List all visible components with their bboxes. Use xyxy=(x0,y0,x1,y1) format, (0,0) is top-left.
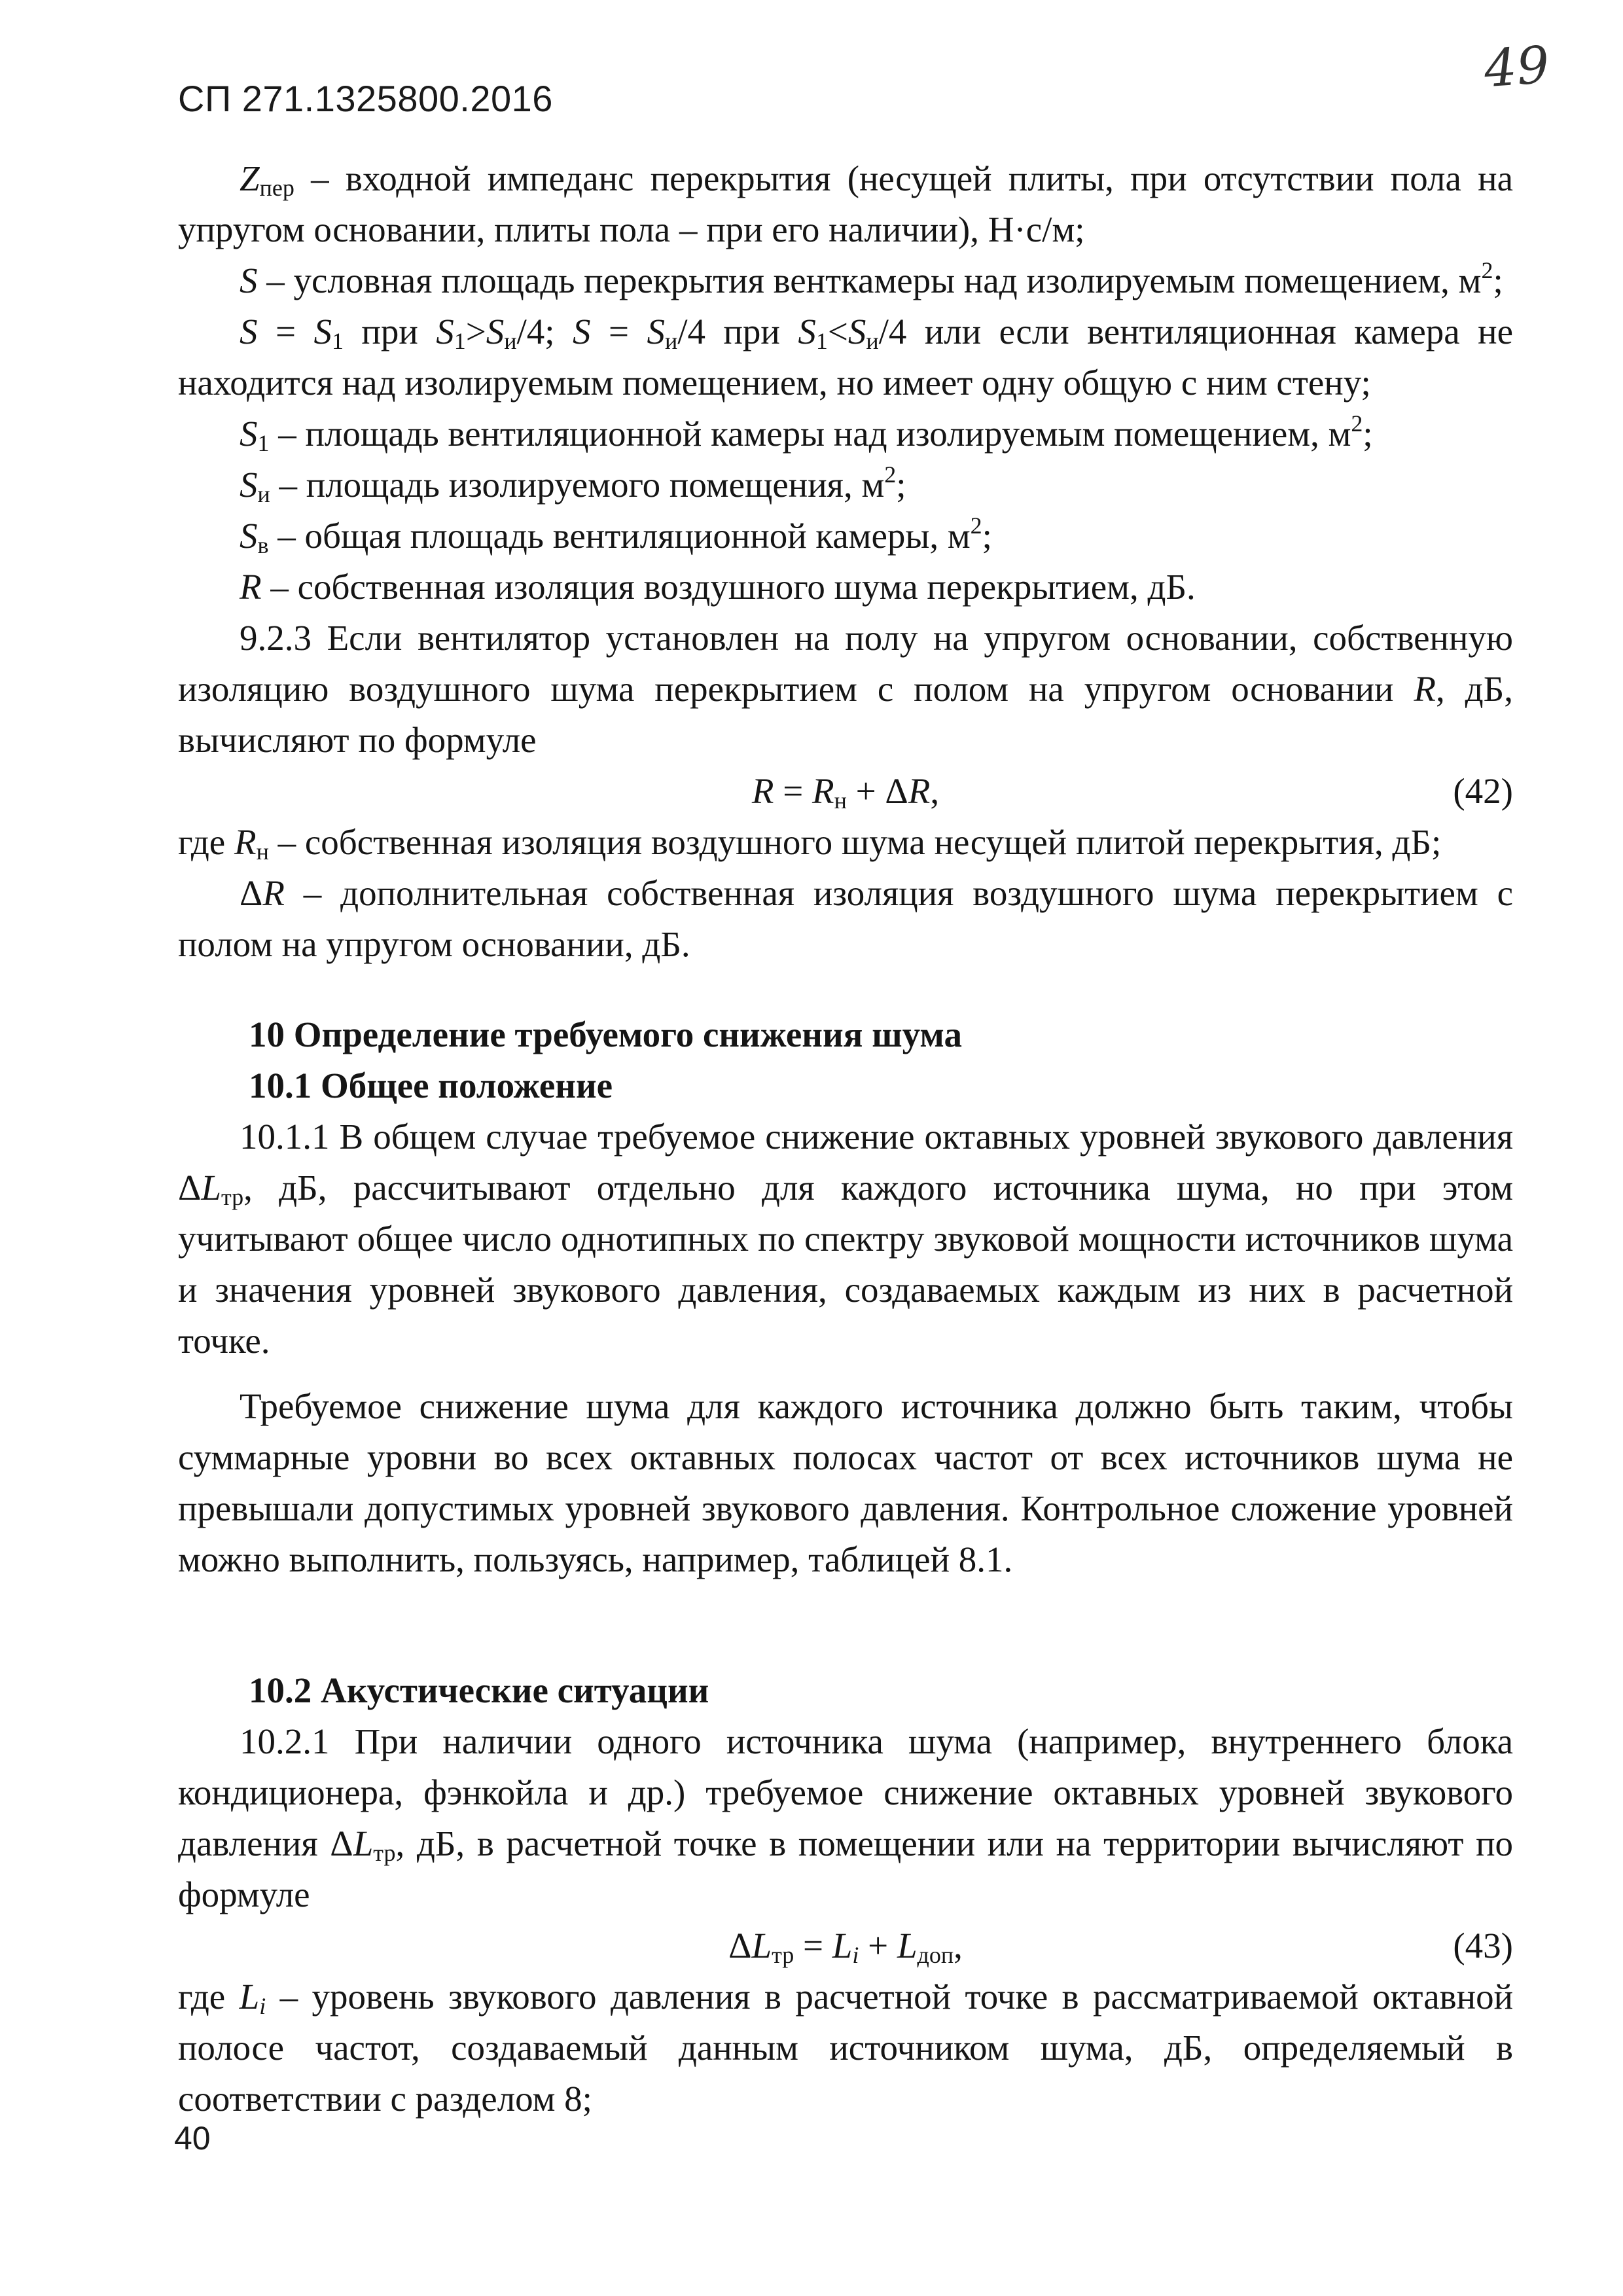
formula-43-number: (43) xyxy=(1453,1926,1513,1965)
handwritten-page-number: 49 xyxy=(1482,35,1552,99)
page-number: 40 xyxy=(174,2120,211,2157)
paragraph-10-2-1: 10.2.1 При наличии одного источника шума (например, внутреннего блока кондиционера, фэнкойла и др.) требуемое снижение октавных уровней звукового давления $\Delta L_{тр}$, дБ, в расчетной точке в помещении или на территории вычисляют по формуле xyxy=(178,1721,1514,1914)
paragraph-10-1-1: 10.1.1 В общем случае требуемое снижение октавных уровней звукового давления $\Delta L_{тр}$, дБ, рассчитывают отдельно для каждого источника шума, но при этом учитывают общее число однотипных по спектру звуковой мощности источников шума и значения уровней звукового давления, создаваемых каждым из них в расчетной точке. xyxy=(178,1117,1513,1361)
definition-sv: $S_в$ – общая площадь вентиляционной камеры, $м^2$; xyxy=(240,512,992,558)
document-body xyxy=(178,153,1513,2125)
where-42-delta-r: ΔR – дополнительная собственная изоляция воздушного шума перекрытием с полом на упругом основании, дБ. xyxy=(178,873,1513,964)
definition-si: $S_и$ – площадь изолируемого помещения, $м^2$; xyxy=(240,461,906,507)
document-code: СП 271.1325800.2016 xyxy=(178,78,553,119)
formula-43: $\Delta L_{тр} = L_i + L_{доп}$, (43) xyxy=(178,1920,1513,1971)
where-43-li: где $L_i$ – уровень звукового давления в расчетной точке в рассматриваемой октавной полосе частот, создаваемый данным источником шума, дБ, определяемый в соответствии с разделом 8; xyxy=(178,1977,1514,2119)
paragraph-9-2-3: 9.2.3 Если вентилятор установлен на полу на упругом основании, собственную изоляцию воздушного шума перекрытием с полом на упругом основании R, дБ, вычисляют по формуле xyxy=(178,618,1513,760)
definition-s: S – условная площадь перекрытия венткамеры над изолируемым помещением, $м^2$; xyxy=(240,257,1503,300)
paragraph-required-reduction: Требуемое снижение шума для каждого источника должно быть таким, чтобы суммарные уровни во всех октавных полосах частот от всех источников шума не превышали допустимых уровней звукового давления. Контрольное сложение уровней можно выполнить, пользуясь, например, таблицей 8.1. xyxy=(178,1386,1513,1579)
formula-42: $R = R_н + \Delta R$, (42) xyxy=(178,766,1513,817)
definition-zper: $Z_{пер}$ – входной импеданс перекрытия (несущей плиты, при отсутствии пола на упругом основании, плиты пола – при его наличии), Н·с/м; xyxy=(178,158,1513,249)
formula-42-number: (42) xyxy=(1453,771,1513,811)
section-10-1-heading: 10.1 Общее положение xyxy=(249,1066,613,1105)
definition-r: R – собственная изоляция воздушного шума перекрытием, дБ. xyxy=(240,567,1196,607)
definition-s-condition: $S = S_1$ при $S_1>S_и/4$; $S = S_и/4$ при $S_1<S_и/4$ или если вентиляционная камера не находится над изолируемым помещением, но имеет одну общую с ним стену; xyxy=(178,312,1513,403)
section-10-2-heading: 10.2 Акустические ситуации xyxy=(249,1670,709,1710)
section-10-heading: 10 Определение требуемого снижения шума xyxy=(249,1014,962,1054)
definition-s1: $S_1$ – площадь вентиляционной камеры над изолируемым помещением, $м^2$; xyxy=(240,410,1373,456)
where-42-rn: где $R_н$ – собственная изоляция воздушного шума несущей плитой перекрытия, дБ; xyxy=(178,822,1442,865)
